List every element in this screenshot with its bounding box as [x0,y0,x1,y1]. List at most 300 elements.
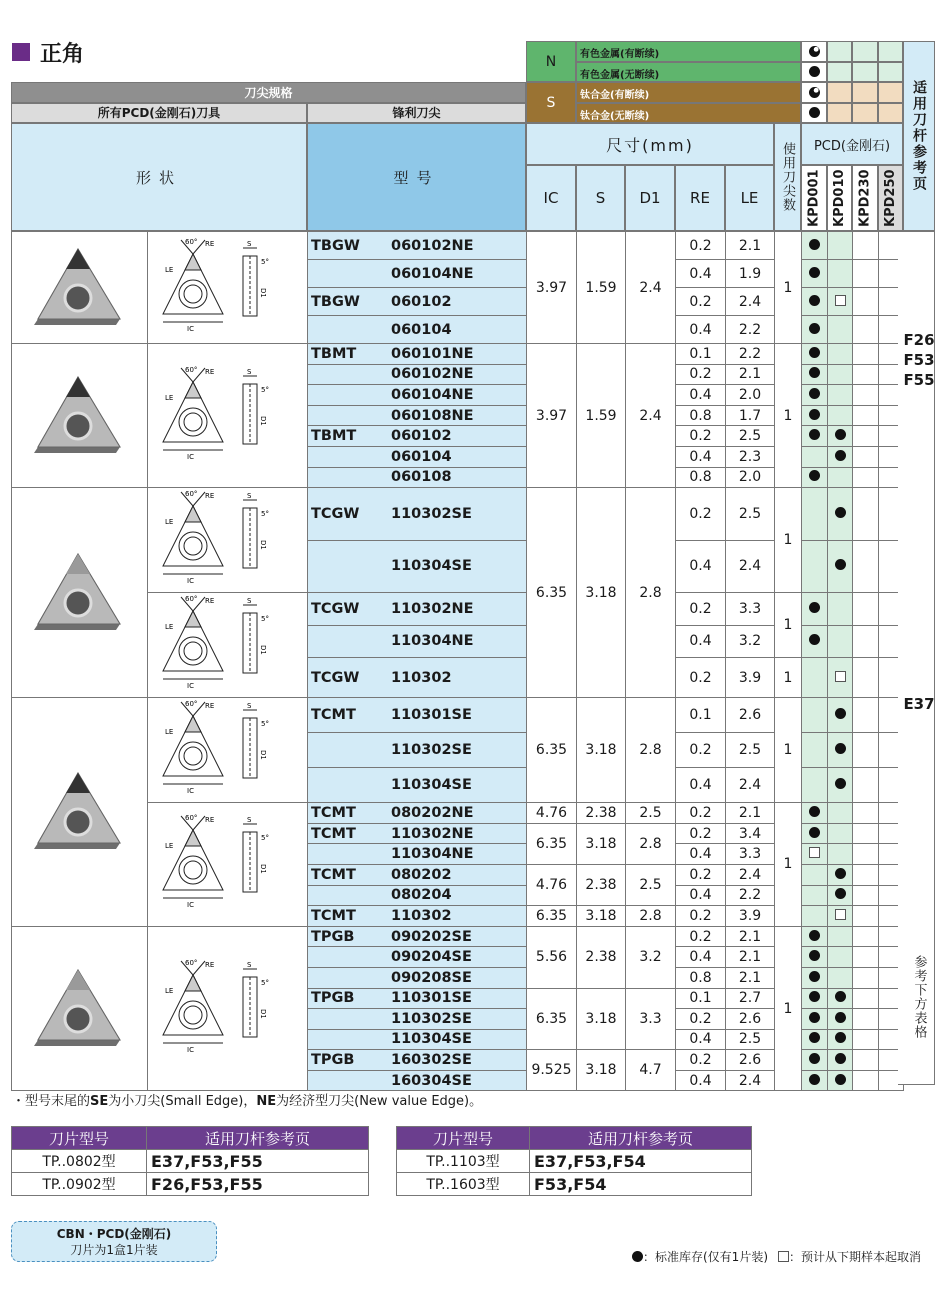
insert-photo [12,488,148,698]
model-cell[interactable] [308,260,527,288]
dim-le: 2.5 [726,426,775,447]
grade-cell [828,385,853,406]
dim-re: 0.2 [676,288,726,316]
grade-header-2: KPD230 [852,165,878,231]
discontinue-box-icon [835,671,846,682]
model-cell[interactable] [308,385,527,406]
grade-cell [802,316,828,344]
grade-cell [828,344,853,365]
stock-dot-icon [809,107,820,118]
grade-cell [828,926,853,947]
dim-re: 0.2 [676,364,726,385]
grade-cell [853,733,879,768]
grade-cell [802,260,828,288]
svg-text:RE: RE [204,367,214,376]
model-cell[interactable] [308,988,527,1009]
grade-cell [828,488,853,541]
series-label: TCMT [311,825,356,842]
dim-re: 0.2 [676,906,726,927]
grade-cell [828,540,853,593]
ref-header: 适用刀杆参考页 [903,41,935,231]
dim-ic: 4.76 [527,864,577,905]
s-group: S [526,82,576,123]
code-label: 060104 [391,321,452,338]
dim-re: 0.1 [676,988,726,1009]
dim-re: 0.4 [676,1070,726,1091]
grade-cell [802,232,828,260]
grade-cell [802,885,828,906]
grade-cell [802,768,828,803]
insert-drawing-icon [153,593,303,693]
insert-photo-icon [30,241,130,331]
ref-table-right: 刀片型号 适用刀杆参考页 TP..1103型 E37,F53,F54 TP..1603型 F53,F54 [396,1126,752,1196]
grade-cell [853,488,879,541]
grade-cell [828,1050,853,1071]
model-cell[interactable] [308,864,527,885]
model-cell[interactable] [308,625,527,658]
insert-photo-icon [30,765,130,855]
svg-text:IC: IC [186,452,194,461]
dim-s: 1.59 [577,232,626,344]
pcd-header: PCD(金刚石) [801,123,903,165]
model-cell[interactable] [308,1009,527,1030]
code-label: 060104 [391,448,452,465]
code-label: 090208SE [391,969,472,986]
model-cell[interactable] [308,658,527,698]
dim-le: 2.1 [726,926,775,947]
dim-re: 0.2 [676,733,726,768]
use-count: 1 [775,344,802,488]
svg-text:S: S [246,816,251,825]
svg-text:60°: 60° [184,700,197,709]
grade-cell [853,844,879,865]
svg-text:LE: LE [164,623,173,632]
dim-s: 3.18 [577,823,626,864]
grade-cell [802,658,828,698]
grade-cell [802,446,828,467]
code-label: 110301SE [391,990,472,1007]
code-label: 060104NE [391,386,474,403]
grade-cell [802,344,828,365]
dim-ic: 4.76 [527,803,577,824]
col-re: RE [675,165,725,231]
dim-le: 2.1 [726,232,775,260]
all-pcd-label: 所有PCD(金刚石)刀具 [11,103,307,124]
code-label: 110302NE [391,600,474,617]
use-count: 1 [775,658,802,698]
table-row [12,698,936,733]
code-label: 110302 [391,669,452,686]
svg-text:S: S [246,702,251,711]
model-cell[interactable] [308,316,527,344]
insert-drawing-icon [153,957,303,1057]
series-label: TCGW [311,669,360,686]
model-cell[interactable] [308,593,527,626]
stock-dot-icon [809,46,820,57]
grade-cell [802,906,828,927]
grade-cell [828,364,853,385]
grade-cell [828,885,853,906]
stock-dot-icon [809,971,820,982]
code-label: 110301SE [391,707,472,724]
model-cell[interactable] [308,926,527,947]
code-label: 060102 [391,428,452,445]
grade-cell [853,625,879,658]
grade-cell [828,947,853,968]
dim-le: 3.9 [726,906,775,927]
stock-dot-icon [835,429,846,440]
grade-cell [853,803,879,824]
dim-re: 0.2 [676,426,726,447]
dim-re: 0.1 [676,344,726,365]
table-row [12,344,936,365]
dim-le: 1.9 [726,260,775,288]
dim-s: 3.18 [577,698,626,803]
grade-cell [828,260,853,288]
model-cell[interactable] [308,844,527,865]
material-cell [878,62,903,83]
dim-ic: 6.35 [527,906,577,927]
dim-le: 2.6 [726,698,775,733]
ref-f-group [903,330,935,390]
model-cell[interactable] [308,1050,527,1071]
model-cell[interactable] [308,232,527,260]
svg-text:60°: 60° [184,814,197,823]
svg-text:IC: IC [186,1045,194,1054]
model-cell[interactable] [308,488,527,541]
material-s2: 钛合金(无断续) [576,103,801,124]
dim-d1: 2.4 [626,344,676,488]
svg-text:RE: RE [204,597,214,606]
dim-re: 0.2 [676,658,726,698]
model-cell[interactable] [308,344,527,365]
grade-cell [853,658,879,698]
model-cell[interactable] [308,446,527,467]
grade-cell [802,625,828,658]
insert-drawing-icon [153,488,303,588]
insert-photo-icon [30,546,130,636]
grade-cell [853,988,879,1009]
insert-photo [12,344,148,488]
dim-d1: 2.8 [626,906,676,927]
grade-cell [802,288,828,316]
svg-text:5°: 5° [260,720,269,729]
grade-cell [853,467,879,488]
dim-s: 2.38 [577,926,626,988]
dim-le: 2.3 [726,446,775,467]
dim-le: 3.2 [726,625,775,658]
svg-text:D1: D1 [258,645,267,655]
dim-le: 2.2 [726,316,775,344]
svg-text:60°: 60° [184,237,197,246]
model-cell[interactable] [308,768,527,803]
model-cell[interactable] [308,426,527,447]
grade-cell [853,288,879,316]
ref-f55[interactable]: F55 [903,371,935,389]
code-label: 160302SE [391,1052,472,1069]
title-text: 正角 [40,41,85,67]
stock-dot-icon [835,1074,846,1085]
stock-dot-icon [809,602,820,613]
dim-re: 0.4 [676,260,726,288]
grade-cell [853,446,879,467]
svg-text:60°: 60° [184,595,197,604]
grade-cell [853,405,879,426]
material-cell [827,103,852,124]
dim-le: 3.9 [726,658,775,698]
dim-le: 3.3 [726,844,775,865]
grade-cell [853,426,879,447]
svg-text:S: S [246,597,251,606]
dim-le: 2.5 [726,733,775,768]
stock-dot-icon [809,347,820,358]
grade-cell [802,967,828,988]
grade-cell [828,446,853,467]
svg-text:IC: IC [186,577,194,586]
grade-cell [802,385,828,406]
ref-f26[interactable]: F26 [903,331,935,349]
grade-cell [828,906,853,927]
model-cell[interactable] [308,823,527,844]
material-cell [852,62,878,83]
stock-dot-icon [835,868,846,879]
material-n1: 有色金属(有断续) [576,41,801,62]
grade-cell [802,467,828,488]
code-label: 110304NE [391,633,474,650]
stock-dot-icon [809,239,820,250]
material-cell [801,82,827,103]
insert-drawing-icon [153,236,303,336]
model-cell[interactable] [308,947,527,968]
n-group: N [526,41,576,82]
series-label: TCGW [311,600,360,617]
code-label: 110304NE [391,846,474,863]
title-marker [12,43,30,61]
grade-cell [828,316,853,344]
grade-cell [828,1009,853,1030]
grade-cell [828,625,853,658]
grade-cell [828,698,853,733]
svg-text:IC: IC [186,324,194,333]
use-count: 1 [775,593,802,658]
dim-le: 2.5 [726,1029,775,1050]
dim-re: 0.1 [676,698,726,733]
ref-f53[interactable]: F53 [903,351,935,369]
svg-text:LE: LE [164,728,173,737]
code-label: 060108 [391,469,452,486]
code-label: 110302SE [391,1010,472,1027]
stock-dot-icon [835,743,846,754]
series-label: TCMT [311,866,356,883]
grade-cell [853,385,879,406]
svg-text:D1: D1 [258,1008,267,1019]
model-cell[interactable] [308,967,527,988]
dim-d1: 2.5 [626,803,676,824]
shape-header: 形状 [11,123,307,231]
dim-d1: 3.2 [626,926,676,988]
code-label: 090202SE [391,928,472,945]
series-label: TCGW [311,505,360,522]
grade-cell [802,540,828,593]
code-label: 060102NE [391,237,474,254]
model-cell[interactable] [308,1029,527,1050]
dim-le: 3.4 [726,823,775,844]
table-row [12,926,936,947]
grade-cell [828,844,853,865]
model-cell[interactable] [308,288,527,316]
dim-le: 2.4 [726,540,775,593]
svg-text:D1: D1 [258,864,267,875]
series-label: TCMT [311,804,356,821]
use-count: 1 [775,803,802,927]
grade-cell [802,1009,828,1030]
code-label: 110302NE [391,825,474,842]
code-label: 080202 [391,866,452,883]
code-label: 090204SE [391,949,472,966]
dim-re: 0.2 [676,488,726,541]
grade-cell [828,658,853,698]
dim-re: 0.2 [676,864,726,885]
model-cell[interactable] [308,803,527,824]
dim-re: 0.2 [676,823,726,844]
dim-re: 0.2 [676,1050,726,1071]
stock-dot-icon [809,429,820,440]
svg-text:5°: 5° [260,834,269,843]
material-cell [852,41,878,62]
model-cell[interactable] [308,906,527,927]
insert-table [11,231,936,1091]
dim-le: 2.1 [726,967,775,988]
svg-text:IC: IC [186,787,194,796]
dim-le: 2.1 [726,364,775,385]
dim-d1: 2.8 [626,823,676,864]
model-cell[interactable] [308,733,527,768]
code-label: 110304SE [391,1031,472,1048]
table-row [12,488,936,541]
grade-cell [802,823,828,844]
dim-le: 2.4 [726,768,775,803]
table-row [12,232,936,260]
model-cell[interactable] [308,1070,527,1091]
svg-text:IC: IC [186,682,194,691]
series-label: TPGB [311,928,355,945]
code-label: 110304SE [391,558,472,575]
legend: ：标准库存(仅有1片装) ：预计从下期样本起取消 [632,1248,921,1265]
dim-re: 0.2 [676,593,726,626]
svg-text:LE: LE [164,393,173,402]
dim-re: 0.2 [676,232,726,260]
svg-text:RE: RE [204,492,214,501]
stock-dot-icon [809,323,820,334]
dim-le: 2.6 [726,1009,775,1030]
grade-cell [828,405,853,426]
dim-ic: 6.35 [527,988,577,1050]
grade-cell [828,803,853,824]
ref-e37[interactable]: E37 [903,695,935,713]
svg-text:RE: RE [204,960,214,969]
svg-text:RE: RE [204,816,214,825]
dim-le: 2.0 [726,467,775,488]
dim-le: 2.2 [726,885,775,906]
model-cell[interactable] [308,405,527,426]
dim-d1: 2.8 [626,488,676,698]
sharp-label: 锋利刀尖 [307,103,526,124]
grade-cell [802,1070,828,1091]
dim-re: 0.8 [676,405,726,426]
dim-s: 2.38 [577,803,626,824]
grade-cell [828,232,853,260]
dim-le: 2.0 [726,385,775,406]
stock-dot-icon [809,1053,820,1064]
table-row [12,803,936,824]
dim-s: 3.18 [577,488,626,698]
dim-d1: 2.8 [626,698,676,803]
dim-le: 2.6 [726,1050,775,1071]
grade-cell [853,593,879,626]
use-count: 1 [775,488,802,593]
dim-ic: 5.56 [527,926,577,988]
svg-text:60°: 60° [184,958,197,967]
insert-photo [12,232,148,344]
grade-cell [802,426,828,447]
stock-dot-icon [809,930,820,941]
material-cell [827,82,852,103]
dim-le: 2.5 [726,488,775,541]
dim-d1: 2.5 [626,864,676,905]
grade-cell [853,232,879,260]
model-cell[interactable] [308,698,527,733]
grade-cell [853,1009,879,1030]
stock-dot-icon [835,1012,846,1023]
grade-cell [828,823,853,844]
discontinue-box-icon [778,1251,789,1262]
grade-cell [853,823,879,844]
grade-cell [828,1029,853,1050]
grade-cell [853,947,879,968]
stock-dot-icon [809,1012,820,1023]
model-cell[interactable] [308,364,527,385]
material-cell [801,103,827,124]
material-cell [878,82,903,103]
grade-cell [802,1029,828,1050]
dim-re: 0.4 [676,885,726,906]
grade-cell [853,1029,879,1050]
stock-dot-icon [809,1074,820,1085]
dim-le: 2.4 [726,1070,775,1091]
model-cell[interactable] [308,885,527,906]
dim-re: 0.2 [676,926,726,947]
insert-drawing [148,488,308,593]
code-label: 110304SE [391,777,472,794]
model-cell[interactable] [308,467,527,488]
model-cell[interactable] [308,540,527,593]
dim-le: 2.7 [726,988,775,1009]
grade-cell [802,844,828,865]
dim-s: 3.18 [577,906,626,927]
dim-re: 0.4 [676,844,726,865]
dim-re: 0.4 [676,625,726,658]
page-title [12,38,84,66]
insert-drawing [148,593,308,698]
svg-text:D1: D1 [258,415,267,426]
grade-cell [802,864,828,885]
stock-dot-icon [809,1032,820,1043]
stock-dot-icon [835,778,846,789]
svg-text:5°: 5° [260,385,269,394]
dim-le: 2.1 [726,803,775,824]
code-label: 110302 [391,907,452,924]
svg-text:5°: 5° [260,978,269,987]
